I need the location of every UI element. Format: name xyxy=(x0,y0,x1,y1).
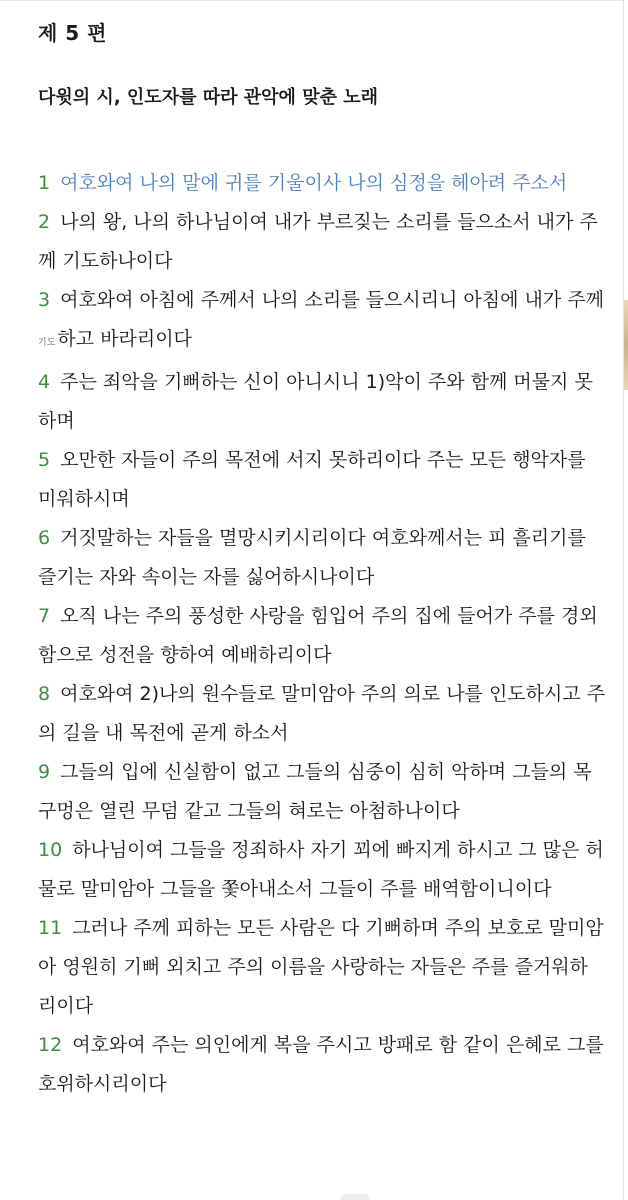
verse-4[interactable] xyxy=(38,363,606,441)
verse-text: 오만한 자들이 주의 목전에 서지 못하리이다 주는 모든 행악자를 미워하시며 xyxy=(38,449,586,510)
verse-11[interactable] xyxy=(38,909,606,1026)
verse-text: 그들의 입에 신실함이 없고 그들의 심중이 심히 악하며 그들의 목구멍은 열린 무덤 같고 그들의 혀로는 아첨하나이다 xyxy=(38,761,592,822)
verse-7[interactable] xyxy=(38,597,606,675)
verse-12[interactable] xyxy=(38,1026,606,1104)
verse-text: 그러나 주께 피하는 모든 사람은 다 기뻐하며 주의 보호로 말미암아 영원히 기뻐 외치고 주의 이름을 사랑하는 자들은 주를 즐거워하리이다 xyxy=(38,917,604,1017)
verse-number: 5 xyxy=(38,449,51,471)
verse-number: 3 xyxy=(38,289,51,311)
verse-list xyxy=(38,164,606,1104)
verse-9[interactable] xyxy=(38,753,606,831)
verse-number: 1 xyxy=(38,172,51,194)
verse-text: 여호와여 아침에 주께서 나의 소리를 들으시리니 아침에 내가 주께 xyxy=(60,289,604,311)
verse-8[interactable] xyxy=(38,675,606,753)
verse-text-continued: 하고 바라리이다 xyxy=(57,328,192,350)
verse-number: 12 xyxy=(38,1034,63,1056)
verse-2[interactable] xyxy=(38,203,606,281)
chapter-title: 제 5 편 xyxy=(38,21,107,45)
verse-3[interactable] xyxy=(38,281,606,363)
verse-1[interactable] xyxy=(38,164,606,203)
verse-number: 2 xyxy=(38,211,51,233)
verse-number: 4 xyxy=(38,371,51,393)
psalm-subtitle: 다윗의 시, 인도자를 따라 관악에 맞춘 노래 xyxy=(38,87,379,108)
verse-number: 10 xyxy=(38,839,63,861)
side-image-edge xyxy=(624,300,628,390)
verse-number: 11 xyxy=(38,917,63,939)
verse-10[interactable] xyxy=(38,831,606,909)
verse-text: 거짓말하는 자들을 멸망시키시리이다 여호와께서는 피 흘리기를 즐기는 자와 속이는 자를 싫어하시나이다 xyxy=(38,527,586,588)
verse-text: 여호와여 주는 의인에게 복을 주시고 방패로 함 같이 은혜로 그를 호위하시리이다 xyxy=(38,1034,604,1095)
verse-number: 9 xyxy=(38,761,51,783)
verse-text: 여호와여 나의 말에 귀를 기울이사 나의 심정을 헤아려 주소서 xyxy=(60,172,568,194)
verse-text: 나의 왕, 나의 하나님이여 내가 부르짖는 소리를 들으소서 내가 주께 기도하나이다 xyxy=(38,211,598,272)
verse-5[interactable] xyxy=(38,441,606,519)
inline-note: 기도 xyxy=(38,338,56,348)
verse-number: 7 xyxy=(38,605,51,627)
verse-number: 6 xyxy=(38,527,51,549)
scroll-handle[interactable] xyxy=(340,1194,370,1200)
verse-text: 여호와여 2)나의 원수들로 말미암아 주의 의로 나를 인도하시고 주의 길을 내 목전에 곧게 하소서 xyxy=(38,683,606,744)
verse-number: 8 xyxy=(38,683,51,705)
verse-6[interactable] xyxy=(38,519,606,597)
verse-text: 하나님이여 그들을 정죄하사 자기 꾀에 빠지게 하시고 그 많은 허물로 말미암아 그들을 쫓아내소서 그들이 주를 배역함이니이다 xyxy=(38,839,604,900)
verse-text: 오직 나는 주의 풍성한 사랑을 힘입어 주의 집에 들어가 주를 경외함으로 성전을 향하여 예배하리이다 xyxy=(38,605,598,666)
verse-text: 주는 죄악을 기뻐하는 신이 아니시니 1)악이 주와 함께 머물지 못하며 xyxy=(38,371,593,432)
